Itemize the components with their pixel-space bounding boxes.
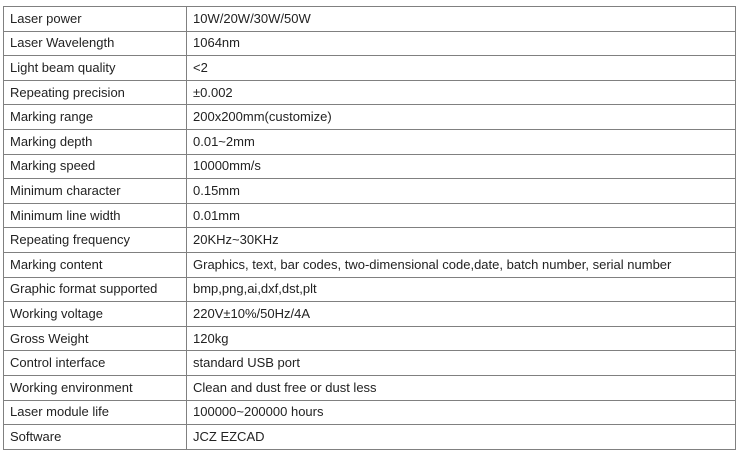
spec-value-cell: bmp,png,ai,dxf,dst,plt [187,277,736,302]
spec-label-cell: Marking range [4,105,187,130]
table-row [4,351,736,376]
spec-label-cell: Laser module life [4,400,187,425]
table-row [4,425,736,450]
spec-label-cell: Graphic format supported [4,277,187,302]
table-row [4,302,736,327]
spec-label-cell: Minimum character [4,179,187,204]
spec-value-cell: 100000~200000 hours [187,400,736,425]
spec-table-body [4,7,736,450]
spec-label-cell: Marking content [4,252,187,277]
table-row [4,80,736,105]
table-row [4,400,736,425]
spec-value-cell: 0.15mm [187,179,736,204]
spec-label-cell: Laser power [4,7,187,32]
spec-label-cell: Gross Weight [4,326,187,351]
table-row [4,252,736,277]
spec-value-cell: 10W/20W/30W/50W [187,7,736,32]
table-row [4,179,736,204]
table-row [4,326,736,351]
spec-label-cell: Working voltage [4,302,187,327]
spec-label-cell: Light beam quality [4,56,187,81]
table-row [4,105,736,130]
table-row [4,154,736,179]
spec-value-cell: 20KHz~30KHz [187,228,736,253]
spec-value-cell: <2 [187,56,736,81]
table-row [4,129,736,154]
table-row [4,203,736,228]
spec-value-cell: 200x200mm(customize) [187,105,736,130]
spec-value-cell: 0.01~2mm [187,129,736,154]
spec-value-cell: Clean and dust free or dust less [187,375,736,400]
spec-label-cell: Software [4,425,187,450]
spec-label-cell: Laser Wavelength [4,31,187,56]
spec-value-cell: ±0.002 [187,80,736,105]
table-row [4,375,736,400]
spec-label-cell: Repeating frequency [4,228,187,253]
spec-value-cell: 0.01mm [187,203,736,228]
table-row [4,7,736,32]
spec-value-cell: 120kg [187,326,736,351]
spec-label-cell: Working environment [4,375,187,400]
spec-label-cell: Repeating precision [4,80,187,105]
table-row [4,277,736,302]
table-row [4,228,736,253]
table-row [4,31,736,56]
spec-value-cell: Graphics, text, bar codes, two-dimensional code,date, batch number, serial number [187,252,736,277]
spec-table-container [3,6,735,450]
spec-label-cell: Control interface [4,351,187,376]
spec-value-cell: 220V±10%/50Hz/4A [187,302,736,327]
spec-label-cell: Marking depth [4,129,187,154]
table-row [4,56,736,81]
spec-value-cell: 10000mm/s [187,154,736,179]
spec-value-cell: JCZ EZCAD [187,425,736,450]
spec-value-cell: 1064nm [187,31,736,56]
spec-label-cell: Minimum line width [4,203,187,228]
spec-value-cell: standard USB port [187,351,736,376]
spec-table [3,6,736,450]
spec-label-cell: Marking speed [4,154,187,179]
